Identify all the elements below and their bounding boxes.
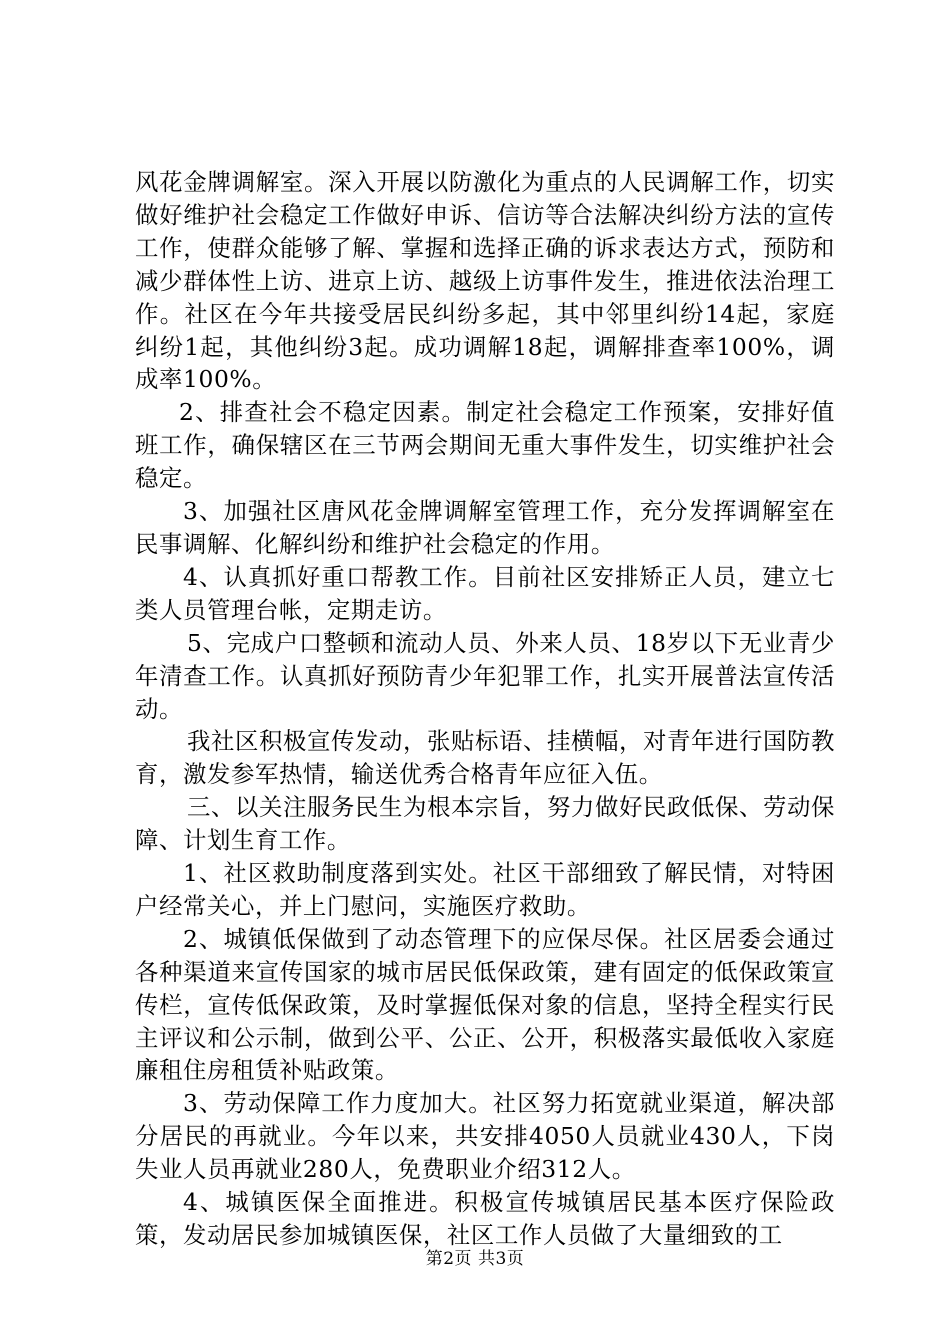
paragraph-low-income: 2、城镇低保做到了动态管理下的应保尽保。社区居委会通过各种渠道来宣传国家的城市居民低保政策，建有固定的低保政策宣传栏，宣传低保政策，及时掌握低保对象的信息，坚持全程实行民主评议和公示制，做到公平、公正、公开，积极落实最低收入家庭廉租住房租赁补贴政策。 [135,924,835,1085]
paragraph-employment: 3、劳动保障工作力度加大。社区努力拓宽就业渠道，解决部分居民的再就业。今年以来，共安排4050人员就业430人，下岗失业人员再就业280人，免费职业介绍312人。 [135,1089,835,1184]
paragraph-medical-insurance: 4、城镇医保全面推进。积极宣传城镇居民基本医疗保险政策，发动居民参加城镇医保，社区工作人员做了大量细致的工 [135,1188,835,1249]
paragraph-item-2: 2、排查社会不稳定因素。制定社会稳定工作预案，安排好值班工作，确保辖区在三节两会期间无重大事件发生，切实维护社会稳定。 [135,398,835,493]
section-heading-3: 三、以关注服务民生为根本宗旨，努力做好民政低保、劳动保障、计划生育工作。 [135,793,835,855]
paragraph-conscription: 我社区积极宣传发动，张贴标语、挂横幅，对青年进行国防教育，激发参军热情，输送优秀合格青年应征入伍。 [135,727,835,789]
paragraph-item-3: 3、加强社区唐风花金牌调解室管理工作，充分发挥调解室在民事调解、化解纠纷和维护社会稳定的作用。 [135,497,835,558]
paragraph-item-4: 4、认真抓好重口帮教工作。目前社区安排矫正人员，建立七类人员管理台帐，定期走访。 [135,562,835,624]
document-body [135,166,835,1252]
page-number-footer: 第2页 共3页 [425,1249,525,1269]
paragraph-relief: 1、社区救助制度落到实处。社区干部细致了解民情，对特困户经常关心，并上门慰问，实施医疗救助。 [135,859,835,920]
paragraph-item-5: 5、完成户口整顿和流动人员、外来人员、18岁以下无业青少年清查工作。认真抓好预防青少年犯罪工作，扎实开展普法宣传活动。 [135,628,835,723]
paragraph-continued: 风花金牌调解室。深入开展以防激化为重点的人民调解工作，切实做好维护社会稳定工作做好申诉、信访等合法解决纠纷方法的宣传工作，使群众能够了解、掌握和选择正确的诉求表达方式，预防和减少群体性上访、进京上访、越级上访事件发生，推进依法治理工作。社区在今年共接受居民纠纷多起，其中邻里纠纷14起，家庭纠纷1起，其他纠纷3起。成功调解18起，调解排查率100%，调成率100%。 [135,168,835,394]
